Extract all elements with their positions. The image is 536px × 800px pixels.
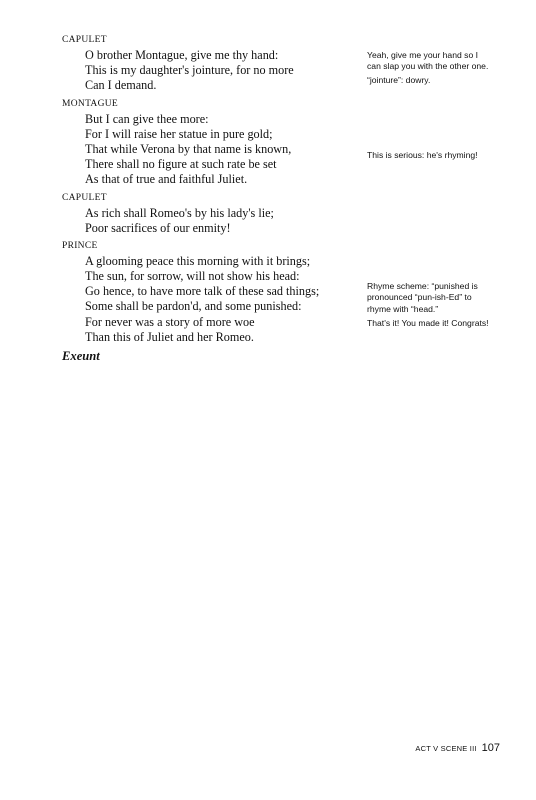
verse-line: That while Verona by that name is known, bbox=[85, 141, 292, 156]
note-line: “jointure”: dowry. bbox=[367, 75, 431, 85]
page-number: 107 bbox=[481, 742, 500, 754]
verse-line: But I can give thee more: bbox=[85, 111, 209, 126]
verse-line: As rich shall Romeo's by his lady's lie; bbox=[85, 205, 274, 220]
verse-line: Poor sacrifices of our enmity! bbox=[85, 220, 231, 235]
verse-line: This is my daughter's jointure, for no more bbox=[85, 63, 294, 78]
note-line: This is serious: he's rhyming! bbox=[367, 150, 478, 160]
verse-line: O brother Montague, give me thy hand: bbox=[85, 48, 279, 62]
speech-prince bbox=[62, 239, 352, 345]
verse-line: Go hence, to have more talk of these sad things; bbox=[85, 284, 320, 299]
speech-capulet-1 bbox=[62, 33, 352, 94]
note-line: rhyme with “head.” bbox=[367, 303, 439, 314]
note-line: Yeah, give me your hand so I bbox=[367, 50, 478, 60]
note-line: Rhyme scheme: “punished is bbox=[367, 281, 478, 291]
margin-note bbox=[367, 150, 497, 161]
verse-line: The sun, for sorrow, will not show his head: bbox=[85, 269, 300, 284]
margin-note bbox=[367, 281, 497, 315]
speech-montague bbox=[62, 97, 352, 188]
note-line: That's it! You made it! Congrats! bbox=[367, 318, 489, 328]
speaker-name: MONTAGUE bbox=[62, 98, 118, 109]
verse-line: As that of true and faithful Juliet. bbox=[85, 172, 248, 187]
verse-line: Than this of Juliet and her Romeo. bbox=[85, 329, 254, 344]
note-line: pronounced “pun-ish-Ed” to bbox=[367, 292, 472, 303]
page-footer bbox=[400, 738, 500, 756]
verse-line: For never was a story of more woe bbox=[85, 314, 255, 329]
speaker-name: PRINCE bbox=[62, 240, 98, 251]
verse-line: For I will raise her statue in pure gold; bbox=[85, 126, 273, 141]
speaker-name: CAPULET bbox=[62, 192, 107, 203]
speech-capulet-2 bbox=[62, 191, 352, 236]
verse-line: Can I demand. bbox=[85, 78, 157, 93]
verse-line: A glooming peace this morning with it brings; bbox=[85, 253, 311, 268]
note-line: can slap you with the other one. bbox=[367, 61, 489, 72]
verse-line: There shall no figure at such rate be set bbox=[85, 157, 277, 172]
verse-line: Some shall be pardon'd, and some punished: bbox=[85, 299, 302, 314]
margin-note bbox=[367, 50, 497, 73]
stage-direction: Exeunt bbox=[62, 349, 100, 363]
margin-note bbox=[367, 318, 497, 329]
play-text bbox=[62, 33, 352, 364]
speaker-name: CAPULET bbox=[62, 35, 107, 45]
act-scene-label: ACT V SCENE III bbox=[415, 744, 477, 753]
margin-note bbox=[367, 75, 497, 86]
